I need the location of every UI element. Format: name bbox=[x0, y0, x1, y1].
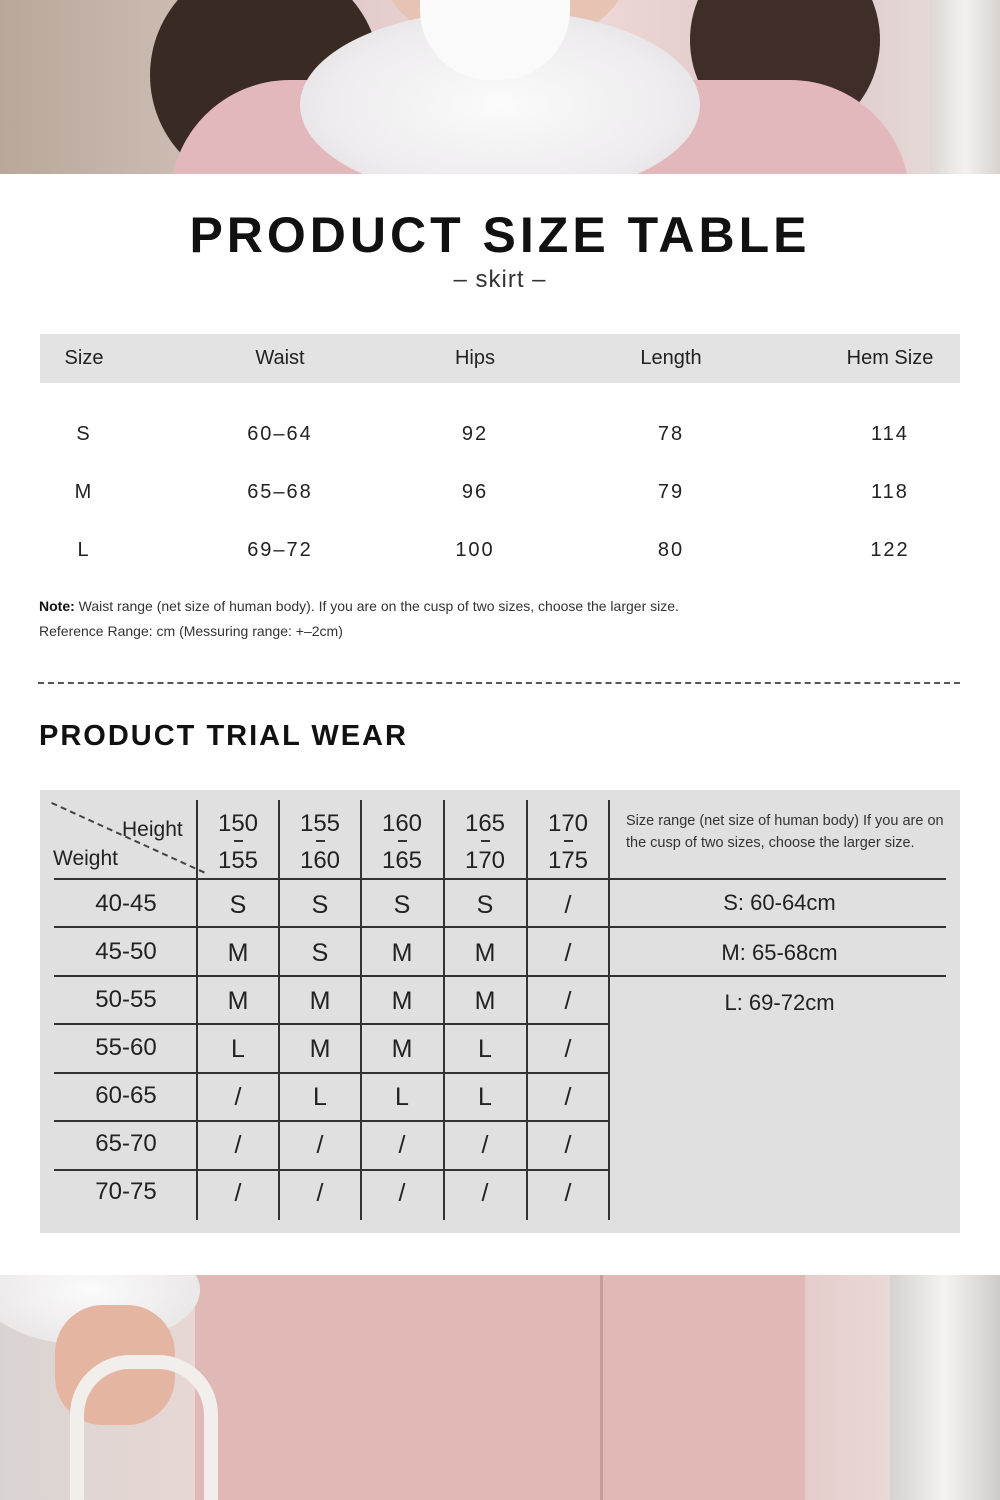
range-dash bbox=[564, 840, 573, 842]
top-product-photo bbox=[0, 0, 1000, 174]
size-table-header bbox=[40, 334, 960, 383]
size-cell: M bbox=[227, 987, 249, 1015]
hips-cell: 96 bbox=[461, 481, 489, 503]
waist-cell: 60–64 bbox=[247, 423, 313, 445]
weight-label: 55-60 bbox=[95, 1034, 157, 1061]
size-cell: S bbox=[476, 891, 494, 919]
size-cell: / bbox=[316, 1179, 324, 1207]
height-from: 155 bbox=[299, 810, 341, 837]
table-row bbox=[40, 472, 960, 512]
size-cell: / bbox=[234, 1131, 242, 1159]
weight-axis-label: Weight bbox=[53, 847, 118, 870]
size-cell: S bbox=[393, 891, 411, 919]
height-to: 170 bbox=[464, 847, 506, 874]
range-dash bbox=[316, 840, 325, 842]
size-cell: / bbox=[564, 939, 572, 967]
size-range-note: Size range (net size of human body) If you are on the cusp of two sizes, choose the larger size. bbox=[626, 813, 944, 851]
bottom-product-photo bbox=[0, 1275, 1000, 1500]
weight-label: 40-45 bbox=[95, 890, 157, 917]
hips-cell: 100 bbox=[455, 539, 495, 561]
height-from: 150 bbox=[217, 810, 259, 837]
size-cell: M bbox=[474, 939, 496, 967]
note-label: Note: bbox=[39, 598, 75, 614]
size-range-m: M: 65-68cm bbox=[721, 940, 838, 965]
waist-cell: 69–72 bbox=[247, 539, 313, 561]
page-title: PRODUCT SIZE TABLE bbox=[189, 207, 811, 263]
size-cell: L bbox=[478, 1035, 492, 1063]
size-cell: M bbox=[391, 987, 413, 1015]
size-cell: M bbox=[227, 939, 249, 967]
height-from: 160 bbox=[381, 810, 423, 837]
size-cell: L bbox=[395, 1083, 409, 1111]
size-range-l: L: 69-72cm bbox=[724, 990, 835, 1015]
column-header-length: Length bbox=[640, 347, 702, 369]
height-to: 175 bbox=[547, 847, 589, 874]
weight-label: 45-50 bbox=[95, 938, 157, 965]
trial-wear-table bbox=[40, 790, 960, 1233]
hips-cell: 92 bbox=[461, 423, 489, 445]
note-text: Waist range (net size of human body). If you are on the cusp of two sizes, choose the larger size. bbox=[74, 598, 679, 614]
height-from: 165 bbox=[464, 810, 506, 837]
waist-cell: 65–68 bbox=[247, 481, 313, 503]
size-cell: / bbox=[564, 1179, 572, 1207]
weight-label: 65-70 bbox=[95, 1130, 157, 1157]
size-cell: / bbox=[398, 1179, 406, 1207]
length-cell: 79 bbox=[657, 481, 685, 503]
size-cell: / bbox=[481, 1131, 489, 1159]
reference-range: Reference Range: cm (Messuring range: +–2cm) bbox=[39, 623, 343, 639]
height-to: 165 bbox=[381, 847, 423, 874]
column-header-size: Size bbox=[64, 347, 104, 369]
column-header-hips: Hips bbox=[454, 347, 495, 369]
table-row bbox=[40, 414, 960, 454]
height-to: 155 bbox=[217, 847, 259, 874]
hem-cell: 118 bbox=[871, 481, 909, 503]
range-dash bbox=[234, 840, 243, 842]
page-subtitle: – skirt – bbox=[453, 266, 547, 293]
size-cell: / bbox=[564, 1131, 572, 1159]
size-cell: S bbox=[76, 423, 92, 445]
weight-label: 70-75 bbox=[95, 1178, 157, 1205]
weight-label: 50-55 bbox=[95, 986, 157, 1013]
size-cell: M bbox=[474, 987, 496, 1015]
column-header-hem-size: Hem Size bbox=[846, 347, 934, 369]
size-cell: L bbox=[231, 1035, 245, 1063]
length-cell: 80 bbox=[657, 539, 685, 561]
size-cell: M bbox=[309, 987, 331, 1015]
size-cell: / bbox=[564, 891, 572, 919]
size-cell: / bbox=[564, 987, 572, 1015]
range-dash bbox=[398, 840, 407, 842]
size-range-s: S: 60-64cm bbox=[723, 890, 836, 915]
height-from: 170 bbox=[547, 810, 589, 837]
size-cell: L bbox=[478, 1083, 492, 1111]
size-cell: S bbox=[229, 891, 247, 919]
length-cell: 78 bbox=[657, 423, 685, 445]
weight-label: 60-65 bbox=[95, 1082, 157, 1109]
size-cell: / bbox=[398, 1131, 406, 1159]
size-cell: L bbox=[313, 1083, 327, 1111]
size-cell: S bbox=[311, 891, 329, 919]
size-cell: M bbox=[309, 1035, 331, 1063]
hem-cell: 114 bbox=[871, 423, 909, 445]
table-row bbox=[40, 530, 960, 570]
size-note bbox=[39, 598, 679, 614]
size-cell: / bbox=[234, 1083, 242, 1111]
size-cell: / bbox=[564, 1083, 572, 1111]
size-cell: M bbox=[391, 1035, 413, 1063]
size-cell: / bbox=[481, 1179, 489, 1207]
size-cell: M bbox=[74, 481, 94, 503]
size-cell: / bbox=[316, 1131, 324, 1159]
column-header-waist: Waist bbox=[255, 347, 305, 369]
height-axis-label: Height bbox=[122, 818, 183, 841]
trial-wear-title: PRODUCT TRIAL WEAR bbox=[39, 720, 408, 752]
size-cell: M bbox=[391, 939, 413, 967]
section-divider bbox=[38, 682, 960, 684]
size-cell: S bbox=[311, 939, 329, 967]
size-cell: / bbox=[234, 1179, 242, 1207]
size-cell: / bbox=[564, 1035, 572, 1063]
height-to: 160 bbox=[299, 847, 341, 874]
hem-cell: 122 bbox=[870, 539, 910, 561]
range-dash bbox=[481, 840, 490, 842]
size-cell: L bbox=[77, 539, 91, 561]
